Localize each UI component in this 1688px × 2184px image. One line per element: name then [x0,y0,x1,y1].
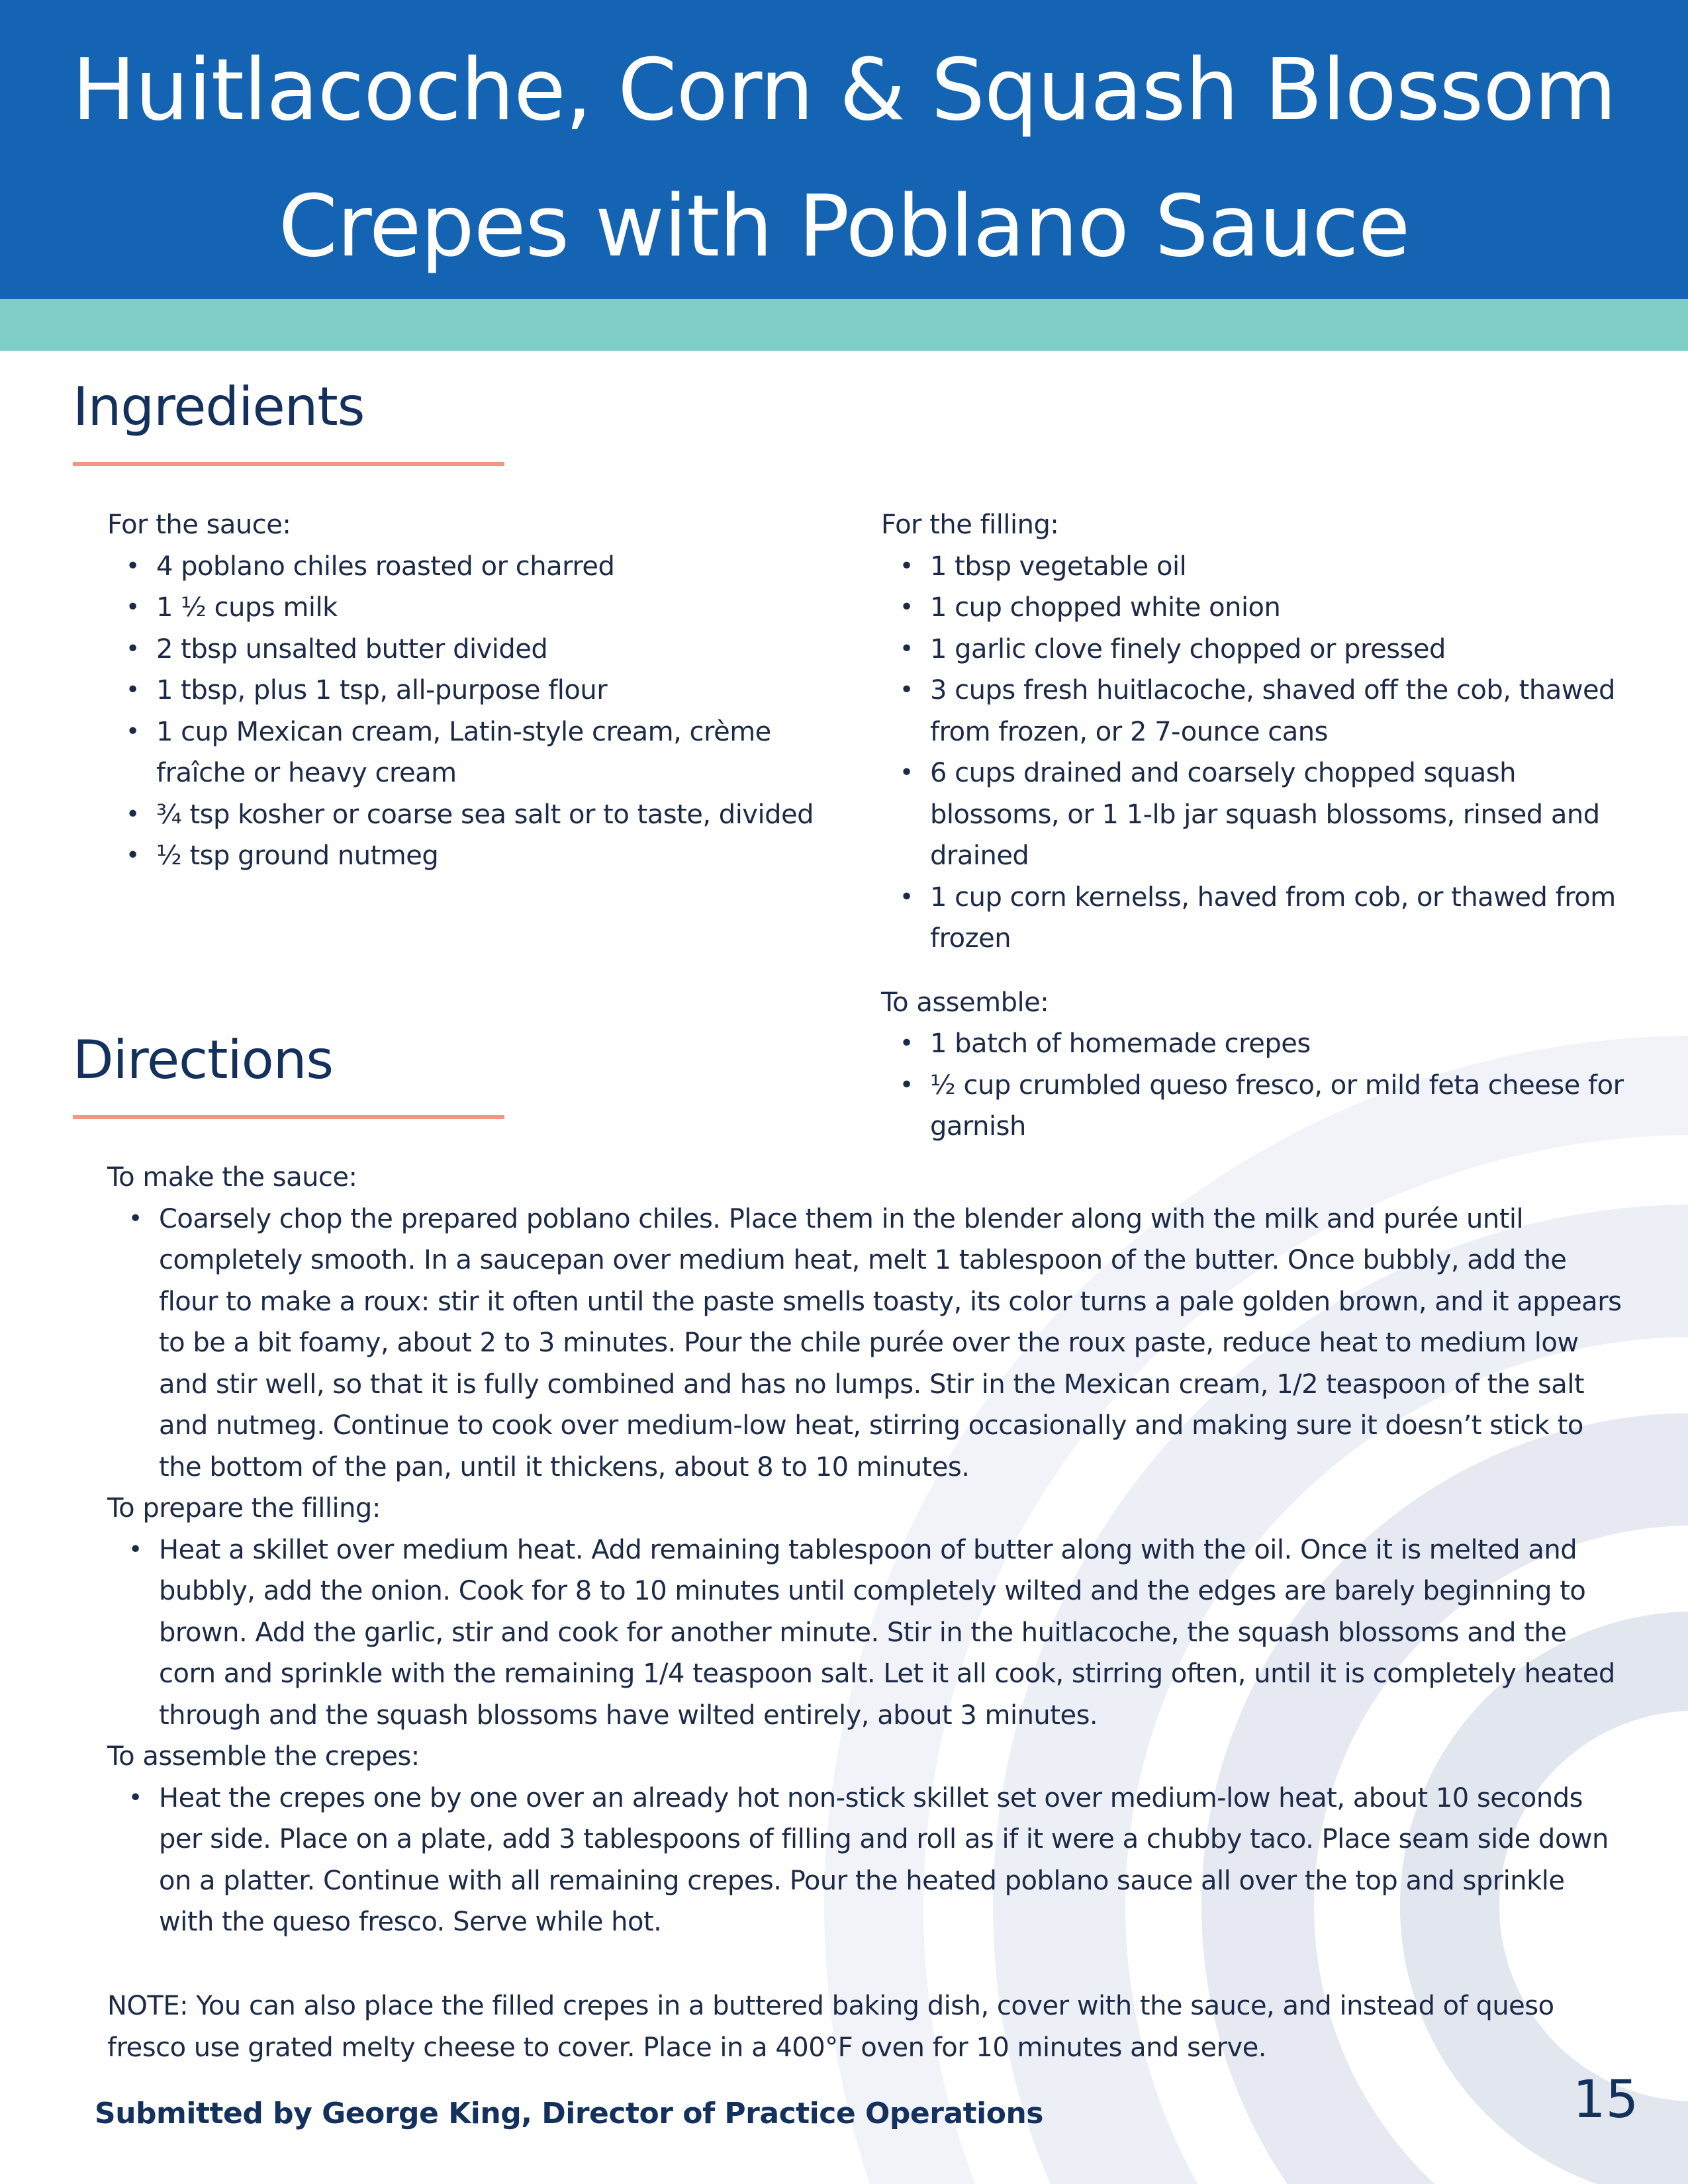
list-item: • 1 cup chopped white onion [881,587,1642,629]
ingredients-heading: Ingredients [73,376,365,437]
list-item: • 1 cup Mexican cream, Latin-style cream, crème fraîche or heavy cream [107,711,835,794]
directions-body [107,1157,1623,1943]
filling-ingredients-heading: For the filling: [881,510,1059,540]
directions-underline [73,1115,504,1119]
list-item: • 3 cups fresh huitlacoche, shaved off the cob, thawed from frozen, or 2 7-ounce cans [881,670,1642,752]
list-item: • ½ tsp ground nutmeg [107,835,835,877]
list-item: • 4 poblano chiles roasted or charred [107,546,835,588]
page-number: 15 [1573,2070,1639,2130]
sauce-steps [107,1199,1623,1488]
submitted-by: Submitted by George King, Director of Practice Operations [95,2097,1043,2130]
assemble-ingredients-heading: To assemble: [881,987,1049,1018]
list-item: • 1 cup corn kernelss, haved from cob, or thawed from frozen [881,877,1642,960]
direction-step: • Heat a skillet over medium heat. Add remaining tablespoon of butter along with the oil. Once it is melted and bubbly, add the onion. Cook for 8 to 10 minutes until completely wilted and the edges are barely beginning to brown. Add the garlic, stir and cook for another minute. Stir in the huitlacoche, the squash blossoms and the corn and sprinkle with the remaining 1/4 teaspoon salt. Let it all cook, stirring often, until it is completely heated through and the squash blossoms have wilted entirely, about 3 minutes. [107,1529,1623,1737]
filling-ingredients [881,504,1642,1148]
sauce-step-heading: To make the sauce: [107,1162,357,1193]
sauce-ingredient-list [107,546,835,877]
sauce-ingredients-heading: For the sauce: [107,510,291,540]
filling-steps [107,1529,1623,1737]
list-item: • 1 ½ cups milk [107,587,835,629]
title-banner [0,0,1688,299]
list-item: • 2 tbsp unsalted butter divided [107,629,835,670]
sauce-ingredients [107,504,835,877]
recipe-note: NOTE: You can also place the filled crepes in a buttered baking dish, cover with the sauce, and instead of queso fresco use grated melty cheese to cover. Place in a 400°F oven for 10 minutes and serve. [107,1991,1554,2063]
list-item: • 6 cups drained and coarsely chopped squash blossoms, or 1 1-lb jar squash blossoms, rinsed and drained [881,752,1642,877]
assemble-step-heading: To assemble the crepes: [107,1741,420,1772]
assemble-ingredient-list [881,1023,1642,1148]
direction-step: • Heat the crepes one by one over an already hot non-stick skillet set over medium-low heat, about 10 seconds per side. Place on a plate, add 3 tablespoons of filling and roll as if it were a chubby taco. Place seam side down on a platter. Continue with all remaining crepes. Pour the heated poblano sauce all over the top and sprinkle with the queso fresco. Serve while hot. [107,1778,1623,1943]
filling-step-heading: To prepare the filling: [107,1493,381,1524]
assemble-steps [107,1778,1623,1943]
page-title [0,23,1688,295]
title-line-2: Crepes with Poblano Sauce [278,177,1410,276]
directions-heading: Directions [73,1029,334,1091]
list-item: • 1 tbsp, plus 1 tsp, all-purpose flour [107,670,835,711]
list-item: • 1 garlic clove finely chopped or pressed [881,629,1642,670]
list-item: • ¾ tsp kosher or coarse sea salt or to taste, divided [107,794,835,836]
direction-step: • Coarsely chop the prepared poblano chiles. Place them in the blender along with the milk and purée until completely smooth. In a saucepan over medium heat, melt 1 tablespoon of the butter. Once bubbly, add the flour to make a roux: stir it often until the paste smells toasty, its color turns a pale golden brown, and it appears to be a bit foamy, about 2 to 3 minutes. Pour the chile purée over the roux paste, reduce heat to medium low and stir well, so that it is fully combined and has no lumps. Stir in the Mexican cream, 1/2 teaspoon of the salt and nutmeg. Continue to cook over medium-low heat, stirring occasionally and making sure it doesn’t stick to the bottom of the pan, until it thickens, about 8 to 10 minutes. [107,1199,1623,1488]
list-item: • 1 batch of homemade crepes [881,1023,1642,1065]
title-line-1: Huitlacoche, Corn & Squash Blossom [71,41,1617,140]
teal-divider-band [0,299,1688,351]
list-item: • ½ cup crumbled queso fresco, or mild feta cheese for garnish [881,1065,1642,1148]
filling-ingredient-list [881,546,1642,960]
ingredients-underline [73,462,504,466]
list-item: • 1 tbsp vegetable oil [881,546,1642,588]
